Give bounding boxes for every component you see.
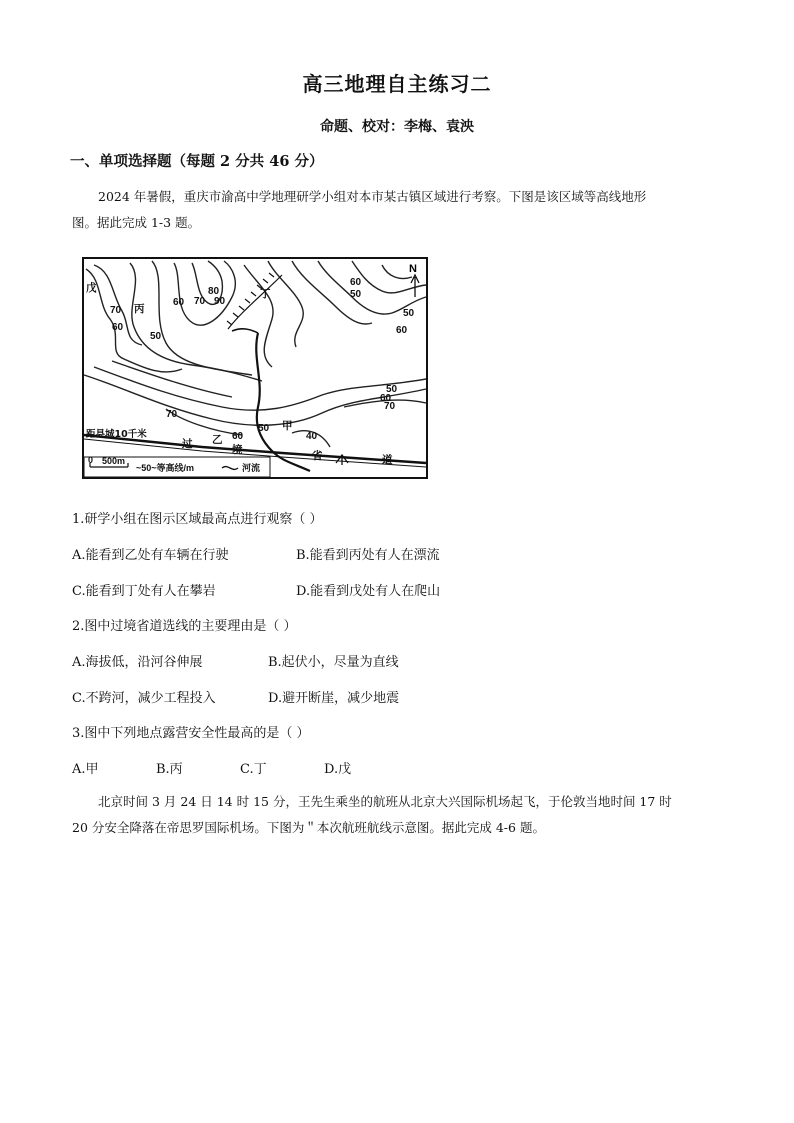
road-char: 道 [382,454,393,466]
legend-river: 河流 [242,463,261,473]
section-heading: 一、单项选择题（每题 2 分共 46 分） [70,153,324,170]
distance-label: 距县城10千米 [86,429,147,440]
q2-option-b[interactable]: B.起伏小，尽量为直线 [268,655,399,670]
contour-label: 50 [386,384,398,395]
road-char: 过 [182,438,193,450]
place-label-yi: 乙 [212,434,223,446]
q1-option-a[interactable]: A.能看到乙处有车辆在行驶 [72,548,229,563]
question-1-stem: 1.研学小组在图示区域最高点进行观察（ ） [72,512,323,527]
intro1-line1: 2024 年暑假，重庆市渝高中学地理研学小组对本市某古镇区域进行考察。下图是该区域等高线地形 [98,189,647,204]
road-char: 省 [312,450,323,462]
place-label-bing: 丙 [134,303,145,315]
contour-label: 80 [208,286,220,297]
q2-option-c[interactable]: C.不跨河，减少工程投入 [72,691,216,706]
contour-label: 50 [258,423,270,434]
q3-option-d[interactable]: D.戊 [324,762,352,777]
contour-label: 60 [350,277,362,288]
contour-label: 70 [110,305,122,316]
contour-label: 60 [173,297,185,308]
intro-paragraph-1 [72,184,722,236]
contour-label: 50 [403,308,415,319]
place-label-ding: 丁 [260,288,271,300]
intro-paragraph-2 [72,789,722,841]
contour-label: 60 [112,322,124,333]
q1-option-d[interactable]: D.能看到戊处有人在爬山 [296,584,441,599]
contour-label: 60 [380,393,392,404]
q3-option-c[interactable]: C.丁 [240,762,267,777]
contour-label: 70 [384,401,396,412]
author-line: 命题、校对：李梅、袁泱 [320,119,474,135]
contour-label: 70 [194,296,206,307]
intro2-line2: 20 分安全降落在帝思罗国际机场。下图为＂本次航班航线示意图。据此完成 4-6 题。 [72,820,545,835]
north-label: N [409,263,417,275]
q2-option-d[interactable]: D.避开断崖，减少地震 [268,691,400,706]
question-3-stem: 3.图中下列地点露营安全性最高的是（ ） [72,726,310,741]
legend-contour: ~50~等高线/m [136,463,195,473]
contour-label: 60 [396,325,408,336]
question-2-stem: 2.图中过境省道选线的主要理由是（ ） [72,619,297,634]
legend-zero: 0 [88,455,94,465]
place-label-jia: 甲 [282,420,293,432]
contour-map [82,257,428,479]
contour-label: 40 [306,431,318,442]
place-label-wu: 戊 [86,282,97,294]
q2-option-a[interactable]: A.海拔低，沿河谷伸展 [72,655,203,670]
road-char: 境 [232,444,243,456]
contour-label: 50 [150,331,162,342]
q3-option-a[interactable]: A.甲 [72,762,99,777]
intro1-line2: 图。据此完成 1-3 题。 [72,215,201,230]
q1-option-b[interactable]: B.能看到丙处有人在漂流 [296,548,440,563]
contour-label: 90 [214,296,226,307]
q3-option-b[interactable]: B.丙 [156,762,183,777]
legend-scale: 500m [102,456,126,466]
intro2-line1: 北京时间 3 月 24 日 14 时 15 分，王先生乘坐的航班从北京大兴国际机场起飞，于伦敦当地时间 17 时 [98,794,672,809]
page-title: 高三地理自主练习二 [302,72,492,96]
contour-label: 60 [232,431,244,442]
q1-option-c[interactable]: C.能看到丁处有人在攀岩 [72,584,216,599]
contour-label: 50 [350,289,362,300]
contour-label: 70 [166,409,178,420]
